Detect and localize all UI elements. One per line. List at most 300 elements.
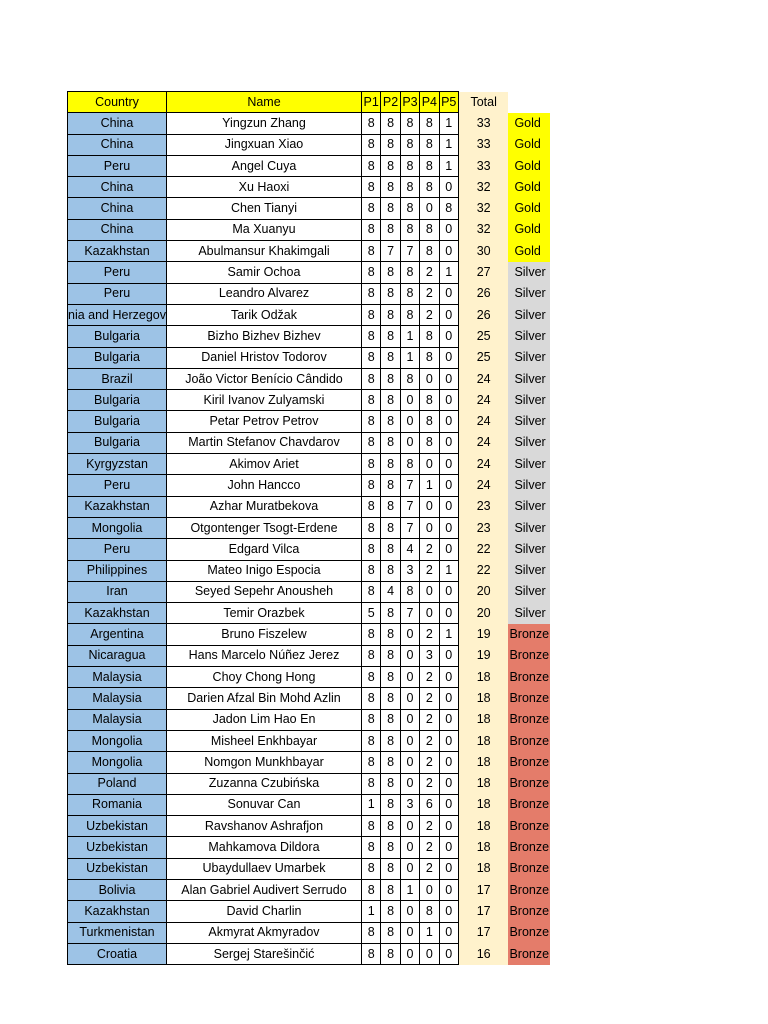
p5-score-cell: 0 [439,879,458,900]
table-row [68,113,551,134]
country-text: Philippines [86,563,148,578]
name-cell: Sonuvar Can [166,794,361,815]
p2-score-cell: 4 [381,581,400,602]
medal-cell: Gold [508,155,550,176]
table-row [68,667,551,688]
total-cell: 22 [458,539,508,560]
total-cell: 18 [458,794,508,815]
country-text: Kyrgyzstan [86,456,148,471]
medal-cell: Gold [508,219,550,240]
country-text: Bulgaria [94,392,140,407]
total-cell: 18 [458,688,508,709]
country-cell [68,390,167,411]
medal-cell: Gold [508,198,550,219]
table-row [68,304,551,325]
p2-score-cell: 8 [381,475,400,496]
p5-score-cell: 1 [439,262,458,283]
p3-score-cell: 8 [400,177,419,198]
p5-score-cell: 0 [439,539,458,560]
medal-cell: Silver [508,560,550,581]
p1-score-cell: 8 [361,155,380,176]
name-cell: Temir Orazbek [166,603,361,624]
name-cell: Leandro Alvarez [166,283,361,304]
p5-score-cell: 0 [439,752,458,773]
p2-score-cell: 8 [381,134,400,155]
header-p2: P2 [381,92,400,113]
p4-score-cell: 0 [420,603,439,624]
p4-score-cell: 2 [420,709,439,730]
table-row [68,773,551,794]
p1-score-cell: 8 [361,113,380,134]
p3-score-cell: 0 [400,816,419,837]
table-row [68,219,551,240]
name-cell: Alan Gabriel Audivert Serrudo [166,879,361,900]
country-cell [68,517,167,538]
country-text: Kazakhstan [84,499,150,514]
country-cell [68,816,167,837]
medal-cell: Bronze [508,901,550,922]
country-text: Peru [103,477,131,492]
country-text: Peru [103,286,131,301]
country-cell [68,219,167,240]
p1-score-cell: 8 [361,134,380,155]
country-cell [68,155,167,176]
total-cell: 18 [458,858,508,879]
country-text: Peru [103,158,131,173]
p5-score-cell: 0 [439,177,458,198]
p4-score-cell: 3 [420,645,439,666]
total-cell: 19 [458,645,508,666]
p2-score-cell: 8 [381,560,400,581]
p3-score-cell: 0 [400,858,419,879]
p2-score-cell: 8 [381,879,400,900]
country-cell [68,794,167,815]
total-cell: 18 [458,752,508,773]
total-cell: 18 [458,773,508,794]
country-text: Mongolia [91,754,143,769]
p5-score-cell: 0 [439,517,458,538]
p3-score-cell: 8 [400,113,419,134]
country-cell [68,581,167,602]
country-text: Brazil [101,371,133,386]
table-row [68,496,551,517]
p2-score-cell: 8 [381,794,400,815]
table-row [68,326,551,347]
p3-score-cell: 1 [400,879,419,900]
name-cell: Otgontenger Tsogt-Erdene [166,517,361,538]
p2-score-cell: 8 [381,198,400,219]
p5-score-cell: 0 [439,390,458,411]
medal-cell: Silver [508,454,550,475]
medal-cell: Bronze [508,922,550,943]
total-cell: 25 [458,347,508,368]
p1-score-cell: 8 [361,177,380,198]
country-text: Peru [103,541,131,556]
header-p1: P1 [361,92,380,113]
name-cell: Nomgon Munkhbayar [166,752,361,773]
country-text: China [100,201,134,216]
country-cell [68,560,167,581]
p4-score-cell: 0 [420,943,439,964]
p3-score-cell: 0 [400,773,419,794]
p4-score-cell: 2 [420,773,439,794]
country-text: Uzbekistan [86,818,148,833]
medal-cell: Gold [508,134,550,155]
p1-score-cell: 8 [361,475,380,496]
medal-cell: Silver [508,390,550,411]
p3-score-cell: 8 [400,283,419,304]
name-cell: Seyed Sepehr Anousheh [166,581,361,602]
p4-score-cell: 2 [420,858,439,879]
country-text: Bolivia [98,882,136,897]
medal-cell: Silver [508,432,550,453]
p1-score-cell: 8 [361,879,380,900]
table-row [68,816,551,837]
name-cell: Darien Afzal Bin Mohd Azlin [166,688,361,709]
medal-cell: Gold [508,177,550,198]
country-cell [68,262,167,283]
medal-cell: Silver [508,304,550,325]
table-row [68,709,551,730]
p2-score-cell: 8 [381,624,400,645]
country-text: China [100,222,134,237]
country-text: Bulgaria [94,328,140,343]
p5-score-cell: 0 [439,688,458,709]
p5-score-cell: 0 [439,667,458,688]
p5-score-cell: 0 [439,943,458,964]
table-row [68,879,551,900]
total-cell: 27 [458,262,508,283]
country-cell [68,326,167,347]
p3-score-cell: 1 [400,347,419,368]
p5-score-cell: 8 [439,198,458,219]
p5-score-cell: 0 [439,730,458,751]
table-row [68,347,551,368]
medal-cell: Silver [508,475,550,496]
p4-score-cell: 2 [420,816,439,837]
p3-score-cell: 0 [400,432,419,453]
name-cell: Zuzanna Czubińska [166,773,361,794]
table-row [68,560,551,581]
name-cell: Akimov Ariet [166,454,361,475]
p5-score-cell: 0 [439,816,458,837]
name-cell: Angel Cuya [166,155,361,176]
p3-score-cell: 4 [400,539,419,560]
p2-score-cell: 8 [381,390,400,411]
p5-score-cell: 1 [439,155,458,176]
p1-score-cell: 8 [361,624,380,645]
country-cell [68,667,167,688]
p1-score-cell: 8 [361,368,380,389]
p4-score-cell: 8 [420,219,439,240]
p2-score-cell: 8 [381,943,400,964]
p5-score-cell: 0 [439,858,458,879]
p3-score-cell: 7 [400,517,419,538]
medal-cell: Silver [508,262,550,283]
p2-score-cell: 8 [381,326,400,347]
p3-score-cell: 7 [400,475,419,496]
p3-score-cell: 0 [400,709,419,730]
country-cell [68,603,167,624]
country-text: China [100,115,134,130]
name-cell: João Victor Benício Cândido [166,368,361,389]
p2-score-cell: 8 [381,709,400,730]
medal-cell: Gold [508,113,550,134]
medal-cell: Silver [508,539,550,560]
country-cell [68,177,167,198]
p2-score-cell: 8 [381,667,400,688]
medal-cell: Bronze [508,943,550,964]
medal-cell: Bronze [508,645,550,666]
p4-score-cell: 2 [420,283,439,304]
p3-score-cell: 7 [400,241,419,262]
p5-score-cell: 0 [439,347,458,368]
country-cell [68,879,167,900]
p1-score-cell: 8 [361,837,380,858]
total-cell: 16 [458,943,508,964]
table-row [68,177,551,198]
p2-score-cell: 8 [381,837,400,858]
p3-score-cell: 0 [400,688,419,709]
medal-cell: Silver [508,517,550,538]
name-cell: Ma Xuanyu [166,219,361,240]
medal-cell: Silver [508,347,550,368]
country-text: Turkmenistan [79,925,155,940]
name-cell: Yingzun Zhang [166,113,361,134]
p1-score-cell: 8 [361,326,380,347]
country-text: China [100,179,134,194]
country-cell [68,901,167,922]
medal-cell: Silver [508,581,550,602]
p3-score-cell: 8 [400,134,419,155]
country-text: China [100,137,134,152]
p1-score-cell: 8 [361,667,380,688]
p4-score-cell: 1 [420,922,439,943]
p5-score-cell: 0 [439,241,458,262]
p1-score-cell: 8 [361,219,380,240]
name-cell: Bizho Bizhev Bizhev [166,326,361,347]
p3-score-cell: 8 [400,454,419,475]
country-cell [68,283,167,304]
p2-score-cell: 8 [381,347,400,368]
p2-score-cell: 8 [381,219,400,240]
p5-score-cell: 0 [439,837,458,858]
country-cell [68,539,167,560]
p3-score-cell: 0 [400,752,419,773]
p3-score-cell: 8 [400,581,419,602]
p1-score-cell: 8 [361,816,380,837]
country-text: Malaysia [92,669,142,684]
total-cell: 26 [458,304,508,325]
name-cell: Ubaydullaev Umarbek [166,858,361,879]
p3-score-cell: 3 [400,560,419,581]
total-cell: 17 [458,922,508,943]
p2-score-cell: 8 [381,454,400,475]
p4-score-cell: 0 [420,198,439,219]
p1-score-cell: 8 [361,454,380,475]
p4-score-cell: 8 [420,113,439,134]
p1-score-cell: 8 [361,304,380,325]
table-row [68,241,551,262]
total-cell: 18 [458,667,508,688]
header-name: Name [166,92,361,113]
p2-score-cell: 8 [381,155,400,176]
country-text: Kazakhstan [84,903,150,918]
country-text: Argentina [90,627,144,642]
p2-score-cell: 8 [381,816,400,837]
p2-score-cell: 8 [381,368,400,389]
total-cell: 17 [458,901,508,922]
p1-score-cell: 8 [361,560,380,581]
p5-score-cell: 0 [439,773,458,794]
medal-cell: Bronze [508,752,550,773]
name-cell: Kiril Ivanov Zulyamski [166,390,361,411]
p2-score-cell: 8 [381,773,400,794]
p1-score-cell: 8 [361,496,380,517]
medal-cell: Silver [508,603,550,624]
p2-score-cell: 8 [381,752,400,773]
p5-score-cell: 0 [439,454,458,475]
table-row [68,454,551,475]
p1-score-cell: 8 [361,581,380,602]
country-cell [68,113,167,134]
p4-score-cell: 2 [420,560,439,581]
total-cell: 24 [458,475,508,496]
name-cell: Samir Ochoa [166,262,361,283]
country-cell [68,347,167,368]
p3-score-cell: 8 [400,262,419,283]
table-row [68,411,551,432]
p1-score-cell: 8 [361,347,380,368]
p1-score-cell: 8 [361,411,380,432]
total-cell: 18 [458,730,508,751]
p3-score-cell: 8 [400,198,419,219]
p1-score-cell: 1 [361,901,380,922]
table-row [68,581,551,602]
medal-cell: Bronze [508,773,550,794]
p4-score-cell: 2 [420,624,439,645]
p3-score-cell: 8 [400,155,419,176]
p2-score-cell: 8 [381,411,400,432]
country-text: Malaysia [92,690,142,705]
country-cell [68,943,167,964]
p3-score-cell: 1 [400,326,419,347]
country-cell [68,198,167,219]
country-cell [68,304,167,325]
p4-score-cell: 8 [420,411,439,432]
p3-score-cell: 0 [400,390,419,411]
p2-score-cell: 7 [381,241,400,262]
country-cell [68,624,167,645]
country-cell [68,730,167,751]
table-row [68,432,551,453]
p5-score-cell: 0 [439,326,458,347]
name-cell: Bruno Fiszelew [166,624,361,645]
p1-score-cell: 1 [361,794,380,815]
p1-score-cell: 8 [361,730,380,751]
p3-score-cell: 0 [400,411,419,432]
p5-score-cell: 1 [439,113,458,134]
p2-score-cell: 8 [381,262,400,283]
header-row [68,92,551,113]
name-cell: Edgard Vilca [166,539,361,560]
p5-score-cell: 0 [439,922,458,943]
header-country: Country [68,92,167,113]
name-cell: Jadon Lim Hao En [166,709,361,730]
name-cell: David Charlin [166,901,361,922]
p2-score-cell: 8 [381,603,400,624]
p4-score-cell: 8 [420,326,439,347]
header-medal-blank [508,92,550,113]
country-cell [68,922,167,943]
total-cell: 24 [458,368,508,389]
p5-score-cell: 0 [439,794,458,815]
table-row [68,794,551,815]
medal-cell: Silver [508,411,550,432]
p4-score-cell: 8 [420,155,439,176]
p3-score-cell: 0 [400,922,419,943]
p5-score-cell: 0 [439,475,458,496]
country-cell [68,773,167,794]
name-cell: Petar Petrov Petrov [166,411,361,432]
country-text: Mongolia [91,520,143,535]
total-cell: 20 [458,581,508,602]
total-cell: 18 [458,816,508,837]
results-table [67,91,551,965]
country-text: Mongolia [91,733,143,748]
p1-score-cell: 8 [361,539,380,560]
table-row [68,475,551,496]
p1-score-cell: 8 [361,922,380,943]
p5-score-cell: 0 [439,304,458,325]
total-cell: 17 [458,879,508,900]
country-text: Kazakhstan [84,243,150,258]
p3-score-cell: 0 [400,624,419,645]
table-row [68,603,551,624]
header-p5: P5 [439,92,458,113]
country-text: Romania [91,797,142,812]
medal-cell: Silver [508,326,550,347]
p5-score-cell: 0 [439,219,458,240]
p1-score-cell: 8 [361,645,380,666]
name-cell: Abulmansur Khakimgali [166,241,361,262]
country-text: Iran [106,584,128,599]
total-cell: 23 [458,496,508,517]
p4-score-cell: 2 [420,667,439,688]
total-cell: 23 [458,517,508,538]
total-cell: 33 [458,155,508,176]
p2-score-cell: 8 [381,858,400,879]
name-cell: Azhar Muratbekova [166,496,361,517]
p5-score-cell: 0 [439,411,458,432]
p1-score-cell: 8 [361,283,380,304]
p2-score-cell: 8 [381,688,400,709]
p2-score-cell: 8 [381,901,400,922]
p2-score-cell: 8 [381,283,400,304]
country-text: Croatia [96,946,138,961]
table-row [68,645,551,666]
header-total: Total [458,92,508,113]
country-cell [68,454,167,475]
table-row [68,624,551,645]
country-cell [68,134,167,155]
p1-score-cell: 8 [361,241,380,262]
p4-score-cell: 8 [420,177,439,198]
name-cell: Mahkamova Dildora [166,837,361,858]
p3-score-cell: 8 [400,304,419,325]
medal-cell: Bronze [508,816,550,837]
p4-score-cell: 0 [420,496,439,517]
